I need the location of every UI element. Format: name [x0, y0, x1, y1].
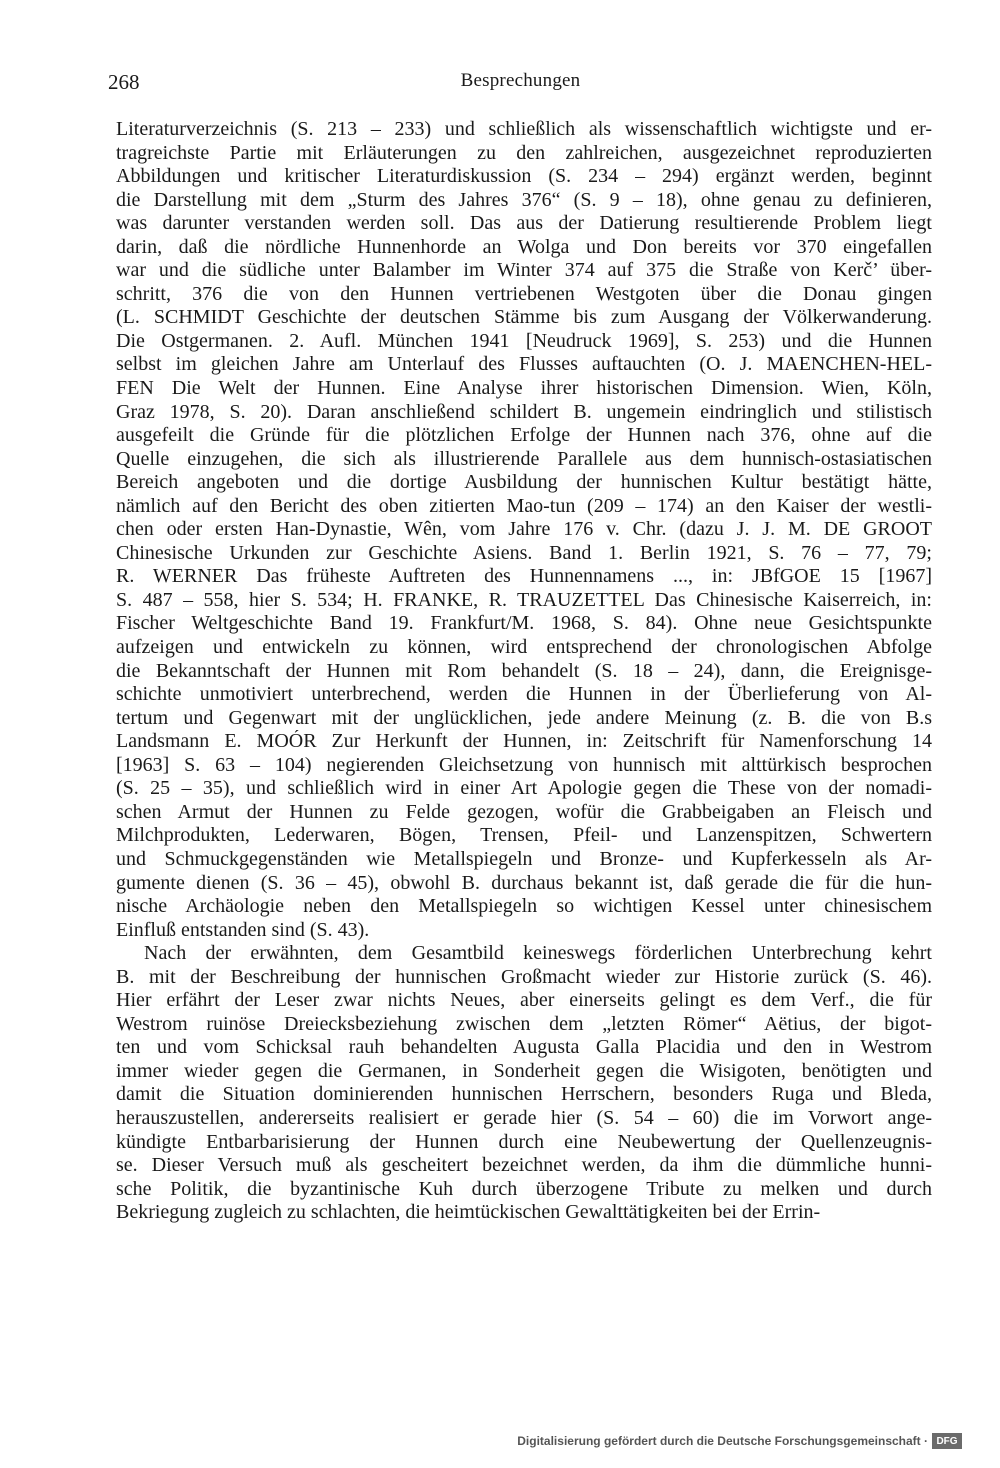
- text-line: tertum und Gegenwart mit der unglücklichen, jede andere Meinung (z. B. die von B.s: [116, 706, 932, 729]
- page-number: 268: [108, 70, 140, 94]
- text-line: ten und vom Schicksal rauh behandelten Augusta Galla Placidia und den in Westrom: [116, 1036, 932, 1059]
- text-line: Fischer Weltgeschichte Band 19. Frankfurt/M. 1968, S. 84). Ohne neue Gesichtspunkte: [116, 612, 932, 635]
- text-line: herauszustellen, andererseits realisiert er gerade hier (S. 54 – 60) die im Vorwort ange-: [116, 1106, 932, 1129]
- text-line: Abbildungen und kritischer Literaturdiskussion (S. 234 – 294) ergänzt werden, beginnt: [116, 165, 932, 188]
- page-header: [108, 70, 933, 100]
- text-line: ausgefeilt die Gründe für die plötzlichen Erfolge der Hunnen nach 376, ohne auf die: [116, 424, 932, 447]
- text-line: war und die südliche unter Balamber im Winter 374 auf 375 die Straße von Kerč’ über-: [116, 259, 932, 282]
- text-line: chen oder ersten Han-Dynastie, Wên, vom Jahre 176 v. Chr. (dazu J. J. M. DE GROOT: [116, 518, 932, 541]
- text-line: darin, daß die nördliche Hunnenhorde an Wolga und Don bereits vor 370 eingefallen: [116, 235, 932, 258]
- text-line: schen Armut der Hunnen zu Felde gezogen, wofür die Grabbeigaben an Fleisch und: [116, 800, 932, 823]
- text-line: S. 487 – 558, hier S. 534; H. FRANKE, R. TRAUZETTEL Das Chinesische Kaiserreich, in:: [116, 588, 932, 611]
- text-line: (S. 25 – 35), und schließlich wird in einer Art Apologie gegen die These von der nomadi-: [116, 777, 932, 800]
- text-line: selbst im gleichen Jahre am Unterlauf des Flusses auftauchten (O. J. MAENCHEN-HEL-: [116, 353, 932, 376]
- text-line: FEN Die Welt der Hunnen. Eine Analyse ihrer historischen Dimension. Wien, Köln,: [116, 377, 932, 400]
- text-line: (L. SCHMIDT Geschichte der deutschen Stämme bis zum Ausgang der Völkerwanderung.: [116, 306, 932, 329]
- text-line: Milchprodukten, Lederwaren, Bögen, Trensen, Pfeil- und Lanzenspitzen, Schwertern: [116, 824, 932, 847]
- text-line: Landsmann E. MOÓR Zur Herkunft der Hunnen, in: Zeitschrift für Namenforschung 14: [116, 730, 932, 753]
- text-line: Chinesische Urkunden zur Geschichte Asiens. Band 1. Berlin 1921, S. 76 – 77, 79;: [116, 541, 932, 564]
- text-line: tragreichste Partie mit Erläuterungen zu den zahlreichen, ausgezeichnet reproduzierten: [116, 141, 932, 164]
- text-line: [1963] S. 63 – 104) negierenden Gleichsetzung von hunnisch mit alttürkisch besprochen: [116, 753, 932, 776]
- text-line: Hier erfährt der Leser zwar nichts Neues, aber einerseits gelingt es dem Verf., die für: [116, 989, 932, 1012]
- dfg-logo: DFG: [932, 1433, 962, 1449]
- text-line: schritt, 376 die von den Hunnen vertriebenen Westgoten über die Donau gingen: [116, 282, 932, 305]
- text-line: Quelle einzugehen, die sich als illustrierende Parallele aus dem hunnisch-ostasiatischen: [116, 447, 932, 470]
- footer-credit: Digitalisierung gefördert durch die Deutsche Forschungsgemeinschaft ·: [517, 1434, 928, 1448]
- text-line: B. mit der Beschreibung der hunnischen Großmacht wieder zur Historie zurück (S. 46).: [116, 965, 932, 988]
- paragraph: [116, 942, 932, 1225]
- text-line: Bekriegung zugleich zu schlachten, die heimtückischen Gewalttätigkeiten bei der Errin-: [116, 1201, 821, 1224]
- text-line: kündigte Entbarbarisierung der Hunnen durch eine Neubewertung der Quellenzeugnis-: [116, 1130, 932, 1153]
- text-line: die Darstellung mit dem „Sturm des Jahres 376“ (S. 9 – 18), ohne genau zu definieren,: [116, 188, 932, 211]
- text-line: Bereich angeboten und die dortige Ausbildung der hunnischen Kultur bestätigt hätte,: [116, 471, 932, 494]
- text-line: was darunter verstanden werden soll. Das aus der Datierung resultierende Problem liegt: [116, 212, 932, 235]
- text-line: se. Dieser Versuch muß als gescheitert bezeichnet werden, da ihm die dümmliche hunni-: [116, 1154, 932, 1177]
- text-line: Einfluß entstanden sind (S. 43).: [116, 918, 370, 941]
- text-line: damit die Situation dominierenden hunnischen Herrschern, besonders Ruga und Bleda,: [116, 1083, 932, 1106]
- paragraph: [116, 118, 932, 942]
- text-line: Westrom ruinöse Dreiecksbeziehung zwischen dem „letzten Römer“ Aëtius, der bigot-: [116, 1012, 932, 1035]
- text-line: Literaturverzeichnis (S. 213 – 233) und schließlich als wissenschaftlich wichtigste und er-: [116, 118, 932, 140]
- footer: [517, 1430, 962, 1452]
- text-line: die Bekanntschaft der Hunnen mit Rom behandelt (S. 18 – 24), dann, die Ereignisge-: [116, 659, 932, 682]
- text-line: aufzeigen und entwickeln zu können, wird entsprechend der chronologischen Abfolge: [116, 636, 932, 659]
- text-line: nische Archäologie neben den Metallspiegeln so wichtigen Kessel unter chinesischem: [116, 895, 932, 918]
- running-title: Besprechungen: [460, 70, 581, 91]
- text-line: immer wieder gegen die Germanen, in Sonderheit gegen die Wisigoten, benötigten und: [116, 1059, 932, 1082]
- text-line: sche Politik, die byzantinische Kuh durch überzogene Tribute zu melken und durch: [116, 1177, 932, 1200]
- text-line: R. WERNER Das früheste Auftreten des Hunnennamens ..., in: JBfGOE 15 [1967]: [116, 565, 932, 588]
- text-line: schichte unmotiviert unterbrechend, werden die Hunnen in der Überlieferung von Al-: [116, 683, 932, 706]
- text-line: gumente dienen (S. 36 – 45), obwohl B. durchaus bekannt ist, daß gerade die für die hun-: [116, 871, 932, 894]
- body-text: [116, 118, 932, 1225]
- text-line: nämlich auf den Bericht des oben zitierten Mao-tun (209 – 174) an den Kaiser der westli-: [116, 494, 932, 517]
- text-line: Die Ostgermanen. 2. Aufl. München 1941 [Neudruck 1969], S. 253) und die Hunnen: [116, 329, 932, 352]
- text-line: Graz 1978, S. 20). Daran anschließend schildert B. ungemein eindringlich und stilistisch: [116, 400, 932, 423]
- text-line: und Schmuckgegenständen wie Metallspiegeln und Bronze- und Kupferkesseln als Ar-: [116, 847, 932, 870]
- text-line: Nach der erwähnten, dem Gesamtbild keineswegs förderlichen Unterbrechung kehrt: [144, 942, 932, 965]
